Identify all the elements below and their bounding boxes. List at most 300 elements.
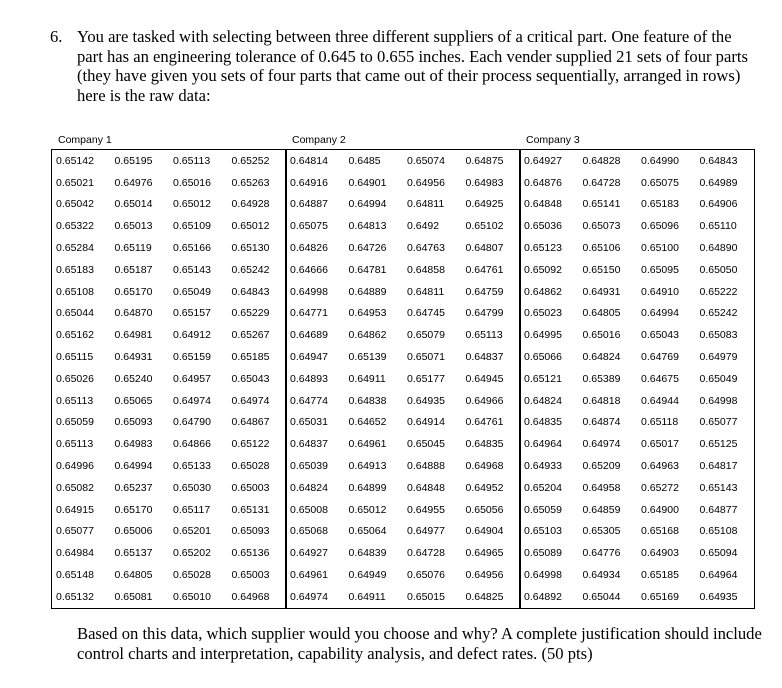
table-cell: 0.65183 bbox=[641, 198, 679, 211]
table-cell: 0.65185 bbox=[231, 351, 270, 364]
table-cell: 0.64888 bbox=[407, 460, 445, 473]
table-cell: 0.64974 bbox=[173, 394, 211, 407]
table-cell: 0.65177 bbox=[407, 372, 445, 385]
table-cell: 0.65012 bbox=[173, 198, 211, 211]
table-row bbox=[286, 412, 520, 434]
table-cell: 0.65148 bbox=[56, 569, 94, 582]
table-row bbox=[286, 390, 520, 412]
table-cell: 0.64965 bbox=[465, 547, 504, 560]
table-row bbox=[52, 259, 286, 281]
table-cell: 0.64931 bbox=[114, 351, 153, 364]
table-cell: 0.64652 bbox=[348, 416, 387, 429]
table-cell: 0.64870 bbox=[114, 307, 153, 320]
table-cell: 0.65159 bbox=[173, 351, 211, 364]
table-cell: 0.64790 bbox=[173, 416, 211, 429]
table-cell: 0.64776 bbox=[582, 547, 621, 560]
table-row bbox=[520, 433, 754, 455]
table-cell: 0.64745 bbox=[407, 307, 445, 320]
table-cell: 0.65118 bbox=[641, 416, 679, 429]
table-cell: 0.64876 bbox=[524, 176, 562, 189]
table-cell: 0.65195 bbox=[114, 154, 153, 167]
table-cell: 0.65079 bbox=[407, 329, 445, 342]
table-row bbox=[286, 324, 520, 346]
table-cell: 0.65242 bbox=[699, 307, 738, 320]
table-row bbox=[286, 499, 520, 521]
company-3-data-box bbox=[519, 149, 755, 609]
table-cell: 0.64807 bbox=[465, 242, 504, 255]
table-cell: 0.65008 bbox=[290, 503, 328, 516]
table-cell: 0.64675 bbox=[641, 372, 679, 385]
table-cell: 0.64961 bbox=[348, 438, 387, 451]
table-row bbox=[52, 390, 286, 412]
table-row bbox=[286, 477, 520, 499]
table-cell: 0.64996 bbox=[56, 460, 94, 473]
table-cell: 0.65170 bbox=[114, 285, 153, 298]
table-cell: 0.64911 bbox=[348, 372, 386, 385]
table-cell: 0.64935 bbox=[699, 590, 738, 603]
table-row bbox=[520, 324, 754, 346]
table-cell: 0.64994 bbox=[348, 198, 387, 211]
table-cell: 0.64811 bbox=[407, 198, 445, 211]
table-cell: 0.65044 bbox=[56, 307, 94, 320]
table-cell: 0.64994 bbox=[641, 307, 679, 320]
table-row bbox=[52, 586, 286, 608]
table-cell: 0.65137 bbox=[114, 547, 153, 560]
table-cell: 0.65122 bbox=[231, 438, 270, 451]
table-cell: 0.64968 bbox=[465, 460, 504, 473]
table-row bbox=[286, 281, 520, 303]
table-cell: 0.64916 bbox=[290, 176, 328, 189]
table-cell: 0.65015 bbox=[407, 590, 445, 603]
table-row bbox=[520, 521, 754, 543]
table-cell: 0.65204 bbox=[524, 481, 562, 494]
table-row bbox=[52, 215, 286, 237]
table-row bbox=[52, 412, 286, 434]
table-cell: 0.64990 bbox=[641, 154, 679, 167]
table-cell: 0.65065 bbox=[114, 394, 153, 407]
table-cell: 0.64977 bbox=[407, 525, 445, 538]
table-row bbox=[520, 586, 754, 608]
table-row bbox=[52, 477, 286, 499]
table-cell: 0.64966 bbox=[465, 394, 504, 407]
table-row bbox=[52, 324, 286, 346]
table-cell: 0.65031 bbox=[290, 416, 328, 429]
table-cell: 0.65075 bbox=[641, 176, 679, 189]
table-cell: 0.65143 bbox=[173, 263, 211, 276]
table-cell: 0.65003 bbox=[231, 569, 270, 582]
table-cell: 0.64805 bbox=[114, 569, 153, 582]
table-row bbox=[52, 433, 286, 455]
table-cell: 0.65059 bbox=[524, 503, 562, 516]
table-cell: 0.64867 bbox=[231, 416, 270, 429]
table-cell: 0.65389 bbox=[582, 372, 621, 385]
table-cell: 0.65021 bbox=[56, 176, 94, 189]
table-row bbox=[286, 455, 520, 477]
table-cell: 0.64774 bbox=[290, 394, 328, 407]
table-cell: 0.64892 bbox=[524, 590, 562, 603]
table-cell: 0.65100 bbox=[641, 242, 679, 255]
table-cell: 0.64824 bbox=[290, 481, 328, 494]
company-1-title: Company 1 bbox=[58, 134, 112, 146]
closing-question: Based on this data, which supplier would you choose and why? A complete justification should include control charts and interpretation, capability analysis, and defect rates. (50 pts) bbox=[77, 624, 762, 663]
table-cell: 0.65093 bbox=[231, 525, 270, 538]
table-cell: 0.64989 bbox=[699, 176, 738, 189]
table-cell: 0.64910 bbox=[641, 285, 679, 298]
table-cell: 0.65081 bbox=[114, 590, 153, 603]
table-cell: 0.65042 bbox=[56, 198, 94, 211]
table-cell: 0.65170 bbox=[114, 503, 153, 516]
table-cell: 0.65162 bbox=[56, 329, 94, 342]
table-cell: 0.64848 bbox=[524, 198, 562, 211]
table-cell: 0.65017 bbox=[641, 438, 679, 451]
company-2-title: Company 2 bbox=[292, 134, 346, 146]
table-cell: 0.65305 bbox=[582, 525, 621, 538]
table-cell: 0.65115 bbox=[56, 351, 94, 364]
table-cell: 0.65229 bbox=[231, 307, 270, 320]
table-cell: 0.64837 bbox=[290, 438, 328, 451]
table-cell: 0.65045 bbox=[407, 438, 445, 451]
table-row bbox=[286, 259, 520, 281]
table-cell: 0.65039 bbox=[290, 460, 328, 473]
table-cell: 0.65014 bbox=[114, 198, 153, 211]
table-cell: 0.65016 bbox=[582, 329, 621, 342]
table-cell: 0.64931 bbox=[582, 285, 621, 298]
table-cell: 0.65136 bbox=[231, 547, 270, 560]
table-cell: 0.64859 bbox=[582, 503, 621, 516]
table-cell: 0.64759 bbox=[465, 285, 504, 298]
table-cell: 0.64900 bbox=[641, 503, 679, 516]
table-row bbox=[520, 303, 754, 325]
table-cell: 0.65010 bbox=[173, 590, 211, 603]
table-cell: 0.64728 bbox=[582, 176, 621, 189]
table-cell: 0.64983 bbox=[465, 176, 504, 189]
table-cell: 0.65252 bbox=[231, 154, 270, 167]
table-cell: 0.64934 bbox=[582, 569, 621, 582]
table-cell: 0.65077 bbox=[56, 525, 94, 538]
table-cell: 0.64998 bbox=[524, 569, 562, 582]
table-cell: 0.64781 bbox=[348, 263, 387, 276]
table-cell: 0.64933 bbox=[524, 460, 562, 473]
table-row bbox=[520, 412, 754, 434]
table-cell: 0.65013 bbox=[114, 220, 153, 233]
table-cell: 0.6492 bbox=[407, 220, 440, 233]
table-cell: 0.65132 bbox=[56, 590, 94, 603]
table-cell: 0.64862 bbox=[524, 285, 562, 298]
table-row bbox=[520, 455, 754, 477]
question-text: You are tasked with selecting between three different suppliers of a critical part. One feature of the part has an engineering tolerance of 0.645 to 0.655 inches. Each vender supplied 21 sets of four parts (they have given you sets of four parts that came out of their process sequentially, arranged in rows) here is the raw data: bbox=[77, 27, 748, 105]
table-cell: 0.65169 bbox=[641, 590, 679, 603]
table-cell: 0.65202 bbox=[173, 547, 211, 560]
table-cell: 0.65117 bbox=[173, 503, 211, 516]
table-cell: 0.65059 bbox=[56, 416, 94, 429]
table-row bbox=[52, 542, 286, 564]
table-cell: 0.64838 bbox=[348, 394, 387, 407]
table-cell: 0.64728 bbox=[407, 547, 445, 560]
table-cell: 0.64818 bbox=[582, 394, 621, 407]
table-cell: 0.65183 bbox=[56, 263, 94, 276]
table-cell: 0.64813 bbox=[348, 220, 387, 233]
table-row bbox=[520, 259, 754, 281]
table-cell: 0.64899 bbox=[348, 481, 387, 494]
table-cell: 0.64925 bbox=[465, 198, 504, 211]
table-cell: 0.64875 bbox=[465, 154, 504, 167]
table-row bbox=[520, 368, 754, 390]
table-cell: 0.64901 bbox=[348, 176, 387, 189]
table-row bbox=[520, 390, 754, 412]
table-cell: 0.65043 bbox=[231, 372, 270, 385]
table-cell: 0.65096 bbox=[641, 220, 679, 233]
table-cell: 0.65201 bbox=[173, 525, 211, 538]
table-cell: 0.64998 bbox=[290, 285, 328, 298]
table-cell: 0.64952 bbox=[465, 481, 504, 494]
table-cell: 0.65082 bbox=[56, 481, 94, 494]
table-row bbox=[52, 564, 286, 586]
table-cell: 0.65093 bbox=[114, 416, 153, 429]
table-cell: 0.65028 bbox=[173, 569, 211, 582]
table-cell: 0.65209 bbox=[582, 460, 621, 473]
table-cell: 0.65003 bbox=[231, 481, 270, 494]
table-cell: 0.64915 bbox=[56, 503, 94, 516]
table-row bbox=[286, 237, 520, 259]
table-cell: 0.64974 bbox=[231, 394, 270, 407]
table-cell: 0.65089 bbox=[524, 547, 562, 560]
table-cell: 0.64904 bbox=[465, 525, 504, 538]
table-row bbox=[286, 521, 520, 543]
table-cell: 0.64928 bbox=[231, 198, 270, 211]
table-row bbox=[286, 303, 520, 325]
table-cell: 0.65113 bbox=[173, 154, 211, 167]
table-row bbox=[286, 542, 520, 564]
table-cell: 0.64835 bbox=[524, 416, 562, 429]
table-cell: 0.64837 bbox=[465, 351, 504, 364]
table-cell: 0.65240 bbox=[114, 372, 153, 385]
table-cell: 0.64964 bbox=[524, 438, 562, 451]
table-row bbox=[286, 150, 520, 172]
table-cell: 0.64949 bbox=[348, 569, 387, 582]
table-row bbox=[52, 499, 286, 521]
table-cell: 0.65102 bbox=[465, 220, 504, 233]
table-cell: 0.65108 bbox=[699, 525, 738, 538]
table-cell: 0.64984 bbox=[56, 547, 94, 560]
table-cell: 0.65073 bbox=[582, 220, 621, 233]
table-row bbox=[52, 237, 286, 259]
table-cell: 0.65071 bbox=[407, 351, 445, 364]
table-cell: 0.64824 bbox=[582, 351, 621, 364]
table-cell: 0.64983 bbox=[114, 438, 153, 451]
table-cell: 0.64799 bbox=[465, 307, 504, 320]
table-cell: 0.65075 bbox=[290, 220, 328, 233]
table-cell: 0.64805 bbox=[582, 307, 621, 320]
table-row bbox=[520, 215, 754, 237]
table-cell: 0.64968 bbox=[231, 590, 270, 603]
table-row bbox=[520, 477, 754, 499]
table-cell: 0.64981 bbox=[114, 329, 153, 342]
table-cell: 0.64958 bbox=[582, 481, 621, 494]
table-cell: 0.64994 bbox=[114, 460, 153, 473]
table-cell: 0.65092 bbox=[524, 263, 562, 276]
table-row bbox=[286, 215, 520, 237]
table-cell: 0.64817 bbox=[699, 460, 738, 473]
table-row bbox=[52, 346, 286, 368]
table-cell: 0.64945 bbox=[465, 372, 504, 385]
table-cell: 0.65049 bbox=[173, 285, 211, 298]
table-cell: 0.64824 bbox=[524, 394, 562, 407]
table-cell: 0.64961 bbox=[290, 569, 328, 582]
table-cell: 0.64811 bbox=[407, 285, 445, 298]
table-cell: 0.65074 bbox=[407, 154, 445, 167]
table-cell: 0.65068 bbox=[290, 525, 328, 538]
table-row bbox=[52, 303, 286, 325]
table-cell: 0.65094 bbox=[699, 547, 738, 560]
table-cell: 0.64979 bbox=[699, 351, 738, 364]
table-cell: 0.65064 bbox=[348, 525, 387, 538]
table-cell: 0.65119 bbox=[114, 242, 152, 255]
company-1-table bbox=[51, 134, 287, 609]
table-cell: 0.65141 bbox=[582, 198, 621, 211]
table-cell: 0.65168 bbox=[641, 525, 679, 538]
table-cell: 0.65044 bbox=[582, 590, 621, 603]
table-cell: 0.65113 bbox=[56, 438, 94, 451]
table-cell: 0.64956 bbox=[407, 176, 445, 189]
table-cell: 0.65113 bbox=[56, 394, 94, 407]
table-cell: 0.65157 bbox=[173, 307, 211, 320]
table-cell: 0.65109 bbox=[173, 220, 211, 233]
table-cell: 0.65150 bbox=[582, 263, 621, 276]
table-cell: 0.65016 bbox=[173, 176, 211, 189]
table-row bbox=[520, 542, 754, 564]
table-row bbox=[520, 194, 754, 216]
table-cell: 0.65026 bbox=[56, 372, 94, 385]
table-cell: 0.64944 bbox=[641, 394, 679, 407]
table-cell: 0.65023 bbox=[524, 307, 562, 320]
table-row bbox=[52, 368, 286, 390]
table-cell: 0.64974 bbox=[582, 438, 621, 451]
table-cell: 0.65125 bbox=[699, 438, 738, 451]
table-cell: 0.65133 bbox=[173, 460, 211, 473]
table-cell: 0.65237 bbox=[114, 481, 153, 494]
table-cell: 0.64761 bbox=[465, 263, 504, 276]
table-cell: 0.65066 bbox=[524, 351, 562, 364]
table-cell: 0.65095 bbox=[641, 263, 679, 276]
table-cell: 0.64927 bbox=[290, 547, 328, 560]
table-cell: 0.64927 bbox=[524, 154, 562, 167]
table-cell: 0.64893 bbox=[290, 372, 328, 385]
company-3-table bbox=[519, 134, 755, 609]
table-cell: 0.64956 bbox=[465, 569, 504, 582]
table-cell: 0.64858 bbox=[407, 263, 445, 276]
table-cell: 0.65043 bbox=[641, 329, 679, 342]
table-cell: 0.65121 bbox=[524, 372, 562, 385]
table-cell: 0.64964 bbox=[699, 569, 738, 582]
table-cell: 0.65056 bbox=[465, 503, 504, 516]
table-cell: 0.65139 bbox=[348, 351, 387, 364]
table-cell: 0.64976 bbox=[114, 176, 153, 189]
table-row bbox=[286, 564, 520, 586]
table-row bbox=[52, 521, 286, 543]
table-row bbox=[520, 237, 754, 259]
table-row bbox=[52, 281, 286, 303]
table-cell: 0.64828 bbox=[582, 154, 621, 167]
company-2-table bbox=[285, 134, 521, 609]
table-cell: 0.64935 bbox=[407, 394, 445, 407]
table-cell: 0.65187 bbox=[114, 263, 153, 276]
table-cell: 0.64890 bbox=[699, 242, 738, 255]
table-cell: 0.64814 bbox=[290, 154, 328, 167]
table-cell: 0.65143 bbox=[699, 481, 738, 494]
table-row bbox=[52, 150, 286, 172]
table-cell: 0.64953 bbox=[348, 307, 387, 320]
table-row bbox=[520, 281, 754, 303]
table-cell: 0.6485 bbox=[348, 154, 381, 167]
table-cell: 0.64761 bbox=[465, 416, 504, 429]
table-cell: 0.64903 bbox=[641, 547, 679, 560]
table-cell: 0.65142 bbox=[56, 154, 94, 167]
table-cell: 0.65050 bbox=[699, 263, 738, 276]
table-row bbox=[286, 433, 520, 455]
table-cell: 0.64862 bbox=[348, 329, 387, 342]
table-row bbox=[520, 172, 754, 194]
table-cell: 0.65077 bbox=[699, 416, 738, 429]
table-cell: 0.65076 bbox=[407, 569, 445, 582]
table-cell: 0.64769 bbox=[641, 351, 679, 364]
table-cell: 0.65242 bbox=[231, 263, 270, 276]
table-row bbox=[520, 564, 754, 586]
table-cell: 0.64825 bbox=[465, 590, 504, 603]
table-cell: 0.64848 bbox=[407, 481, 445, 494]
table-cell: 0.64887 bbox=[290, 198, 328, 211]
table-cell: 0.65222 bbox=[699, 285, 738, 298]
table-row bbox=[520, 150, 754, 172]
table-cell: 0.65272 bbox=[641, 481, 679, 494]
table-row bbox=[286, 368, 520, 390]
table-cell: 0.64912 bbox=[173, 329, 211, 342]
table-cell: 0.64835 bbox=[465, 438, 504, 451]
table-cell: 0.64889 bbox=[348, 285, 387, 298]
table-cell: 0.65110 bbox=[699, 220, 737, 233]
table-cell: 0.65322 bbox=[56, 220, 94, 233]
table-cell: 0.65028 bbox=[231, 460, 270, 473]
company-1-data-box bbox=[51, 149, 287, 609]
table-cell: 0.65103 bbox=[524, 525, 562, 538]
table-cell: 0.64866 bbox=[173, 438, 211, 451]
table-cell: 0.65113 bbox=[465, 329, 503, 342]
question-block bbox=[50, 27, 755, 105]
table-cell: 0.64843 bbox=[699, 154, 738, 167]
table-cell: 0.65012 bbox=[231, 220, 270, 233]
table-cell: 0.65049 bbox=[699, 372, 738, 385]
table-row bbox=[52, 455, 286, 477]
table-cell: 0.64974 bbox=[290, 590, 328, 603]
table-row bbox=[52, 194, 286, 216]
company-2-data-box bbox=[285, 149, 521, 609]
table-row bbox=[286, 194, 520, 216]
table-row bbox=[286, 346, 520, 368]
table-cell: 0.65185 bbox=[641, 569, 679, 582]
question-number: 6. bbox=[50, 27, 63, 46]
table-cell: 0.65106 bbox=[582, 242, 621, 255]
table-cell: 0.65123 bbox=[524, 242, 562, 255]
table-cell: 0.64839 bbox=[348, 547, 387, 560]
table-cell: 0.65130 bbox=[231, 242, 270, 255]
table-cell: 0.64955 bbox=[407, 503, 445, 516]
table-cell: 0.65006 bbox=[114, 525, 153, 538]
table-cell: 0.64771 bbox=[290, 307, 328, 320]
table-cell: 0.65131 bbox=[231, 503, 270, 516]
table-cell: 0.65030 bbox=[173, 481, 211, 494]
table-cell: 0.65036 bbox=[524, 220, 562, 233]
table-cell: 0.65012 bbox=[348, 503, 387, 516]
table-cell: 0.64666 bbox=[290, 263, 328, 276]
